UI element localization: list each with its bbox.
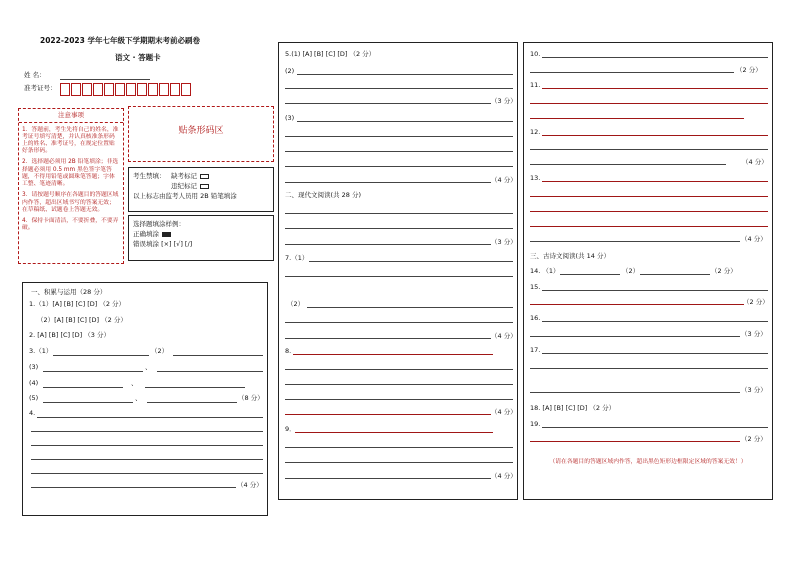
q8-line-1[interactable] (293, 354, 493, 355)
cheat-checkbox[interactable] (200, 184, 209, 189)
q16-label: 16. (530, 314, 541, 322)
q12-label: 12. (530, 128, 541, 136)
q15-label: 15. (530, 283, 541, 291)
q12-score: （4 分） (742, 158, 768, 166)
q10-score: （2 分） (736, 66, 762, 74)
q12-line-3[interactable] (530, 164, 726, 165)
q5-3-line-2[interactable] (285, 136, 513, 137)
q19-label: 19. (530, 420, 541, 428)
q7-score: （4 分） (491, 332, 517, 340)
q13-label: 13. (530, 174, 541, 182)
q17-line-3[interactable] (530, 392, 740, 393)
id-boxes[interactable] (60, 83, 190, 96)
footer-note: （请在各题目的答题区域内作答，超出黑色矩形边框限定区域的答案无效！） (549, 459, 747, 465)
q6-line-3[interactable] (285, 244, 491, 245)
q3-1-label: 3.（1） (29, 347, 53, 355)
q8-label: 8. (285, 347, 292, 355)
q2-options[interactable]: 2. [A] [B] [C] [D] （3 分） (29, 331, 110, 339)
q3-3-line-b[interactable] (157, 371, 263, 372)
answer-column-1 (22, 282, 268, 516)
name-label: 姓 名： (24, 71, 46, 79)
q8-line-2[interactable] (285, 369, 513, 370)
q13-line-5[interactable] (530, 241, 740, 242)
q14-1-line[interactable] (560, 274, 620, 275)
q8-score: （4 分） (491, 408, 517, 416)
q12-line-2[interactable] (530, 149, 768, 150)
q3-2-line[interactable] (173, 355, 263, 356)
q5-3-score: （4 分） (491, 176, 517, 184)
q5-3-label: (3) (285, 114, 295, 122)
q4-line-2[interactable] (31, 431, 263, 432)
id-label: 准考证号： (24, 84, 57, 92)
q9-line-1[interactable] (295, 432, 493, 433)
q5-options[interactable]: 5.(1) [A] [B] [C] [D] （2 分） (285, 50, 376, 58)
status-note: 以上标志由监考人员用 2B 铅笔填涂 (133, 192, 237, 200)
q15-score: （2 分） (743, 298, 769, 306)
id-digit-box[interactable] (126, 83, 136, 96)
id-digit-box[interactable] (104, 83, 114, 96)
q6-score: （3 分） (491, 238, 517, 246)
q17-line-2[interactable] (530, 368, 768, 369)
q14-label: 14. （1） (530, 267, 560, 275)
status-label: 考生禁填： (133, 172, 166, 180)
q3-5-line-a[interactable] (43, 402, 133, 403)
q17-score: （3 分） (741, 386, 767, 394)
q4-line-3[interactable] (31, 445, 263, 446)
q4-label: 4. (29, 409, 36, 417)
notice-item-3: 3．请按题号顺序在各题目的答题区域内作答，超出区域书写的答案无效；在草稿纸、试题卷上答题无效。 (22, 192, 119, 213)
q16-line-2[interactable] (530, 336, 740, 337)
q18-options[interactable]: 18. [A] [B] [C] [D] （2 分） (530, 404, 616, 412)
barcode-area (128, 106, 274, 162)
q11-line-2[interactable] (530, 103, 768, 104)
name-field[interactable] (60, 79, 150, 80)
q11-line-3[interactable] (530, 118, 744, 119)
notice-box (18, 108, 124, 264)
notice-item-4: 4．保持卡面清洁，不要折叠，不要弄破。 (22, 218, 119, 232)
q13-line-3[interactable] (530, 211, 768, 212)
q13-line-1[interactable] (542, 181, 768, 182)
q14-2-line[interactable] (640, 274, 710, 275)
q11-line-1[interactable] (542, 88, 768, 89)
q19-line-1[interactable] (542, 427, 768, 428)
q15-line-2[interactable] (530, 304, 744, 305)
absent-checkbox[interactable] (200, 174, 209, 179)
id-digit-box[interactable] (71, 83, 81, 96)
q11-label: 11. (530, 81, 541, 89)
notice-title: 注意事项 (19, 109, 123, 123)
id-digit-box[interactable] (60, 83, 70, 96)
q4-line-5[interactable] (31, 473, 263, 474)
q9-line-3[interactable] (285, 462, 513, 463)
notice-item-1: 1．答题前，考生先将自己的姓名，准考证号填写清楚，并认真核准条形码上的姓名、准考证号，在规定位置贴好条形码。 (22, 126, 119, 155)
q17-label: 17. (530, 346, 541, 354)
q8-line-4[interactable] (285, 399, 513, 400)
q13-line-2[interactable] (530, 196, 768, 197)
page-title: 2022-2023 学年七年级下学期期末考前必刷卷 (40, 36, 200, 45)
q10-line-2[interactable] (530, 72, 734, 73)
q4-score: （4 分） (237, 481, 263, 489)
sample-filled-mark (162, 232, 171, 237)
section1-title: 一、积累与运用（28 分） (31, 288, 107, 296)
q1-1-options[interactable]: 1.（1）[A] [B] [C] [D] （2 分） (29, 300, 126, 308)
q8-line-5[interactable] (285, 414, 491, 415)
id-digit-box[interactable] (159, 83, 169, 96)
q12-line-1[interactable] (542, 135, 768, 136)
q5-3-line-5[interactable] (285, 182, 491, 183)
q9-line-4[interactable] (285, 478, 491, 479)
q10-line-1[interactable] (542, 57, 768, 58)
q3-5-sep: 、 (135, 394, 142, 402)
barcode-label: 贴条形码区 (178, 126, 224, 136)
sample-title: 选择题填涂样例： (133, 220, 185, 228)
sample-wrong: 错误填涂 [×] [√] [/] (133, 240, 193, 248)
q3-3-line-a[interactable] (43, 371, 143, 372)
answer-column-2 (278, 42, 518, 500)
q7-2-label: （2） (287, 300, 305, 308)
q3-3-label: (3) (29, 363, 39, 371)
q4-line-6[interactable] (31, 487, 236, 488)
q6-line-1[interactable] (285, 213, 513, 214)
q5-2-label: (2) (285, 67, 295, 75)
q3-4-label: (4) (29, 379, 39, 387)
q17-line-1[interactable] (542, 353, 768, 354)
id-digit-box[interactable] (148, 83, 158, 96)
status-box (128, 167, 274, 212)
q16-score: （3 分） (741, 330, 767, 338)
q1-2-options[interactable]: （2）[A] [B] [C] [D] （2 分） (37, 316, 127, 324)
q5-2-score: （3 分） (491, 97, 517, 105)
q3-3-sep: 、 (145, 363, 152, 371)
q5-2-line-1[interactable] (297, 74, 513, 75)
answer-column-3 (523, 42, 773, 500)
q15-line-1[interactable] (542, 290, 768, 291)
id-digit-box[interactable] (170, 83, 180, 96)
section2-title: 二、现代文阅读(共 28 分) (285, 191, 361, 199)
q10-label: 10. (530, 50, 541, 58)
q5-3-line-4[interactable] (285, 166, 513, 167)
id-digit-box[interactable] (82, 83, 92, 96)
q9-score: （4 分） (491, 472, 517, 480)
q4-line-4[interactable] (31, 459, 263, 460)
q9-label: 9． (285, 425, 296, 433)
q7-2-line-2[interactable] (285, 322, 513, 323)
q14-2-label: （2） (622, 267, 640, 275)
q8-line-3[interactable] (285, 384, 513, 385)
id-digit-box[interactable] (93, 83, 103, 96)
id-digit-box[interactable] (115, 83, 125, 96)
cheat-label: 违纪标记 (171, 182, 197, 190)
id-digit-box[interactable] (137, 83, 147, 96)
q6-line-2[interactable] (285, 228, 513, 229)
q4-line-1[interactable] (37, 417, 263, 418)
q7-1-line-2[interactable] (285, 276, 513, 277)
q3-4-sep: 、 (131, 379, 138, 387)
q5-3-line-1[interactable] (297, 121, 513, 122)
q16-line-1[interactable] (542, 321, 768, 322)
q3-4-line-a[interactable] (43, 387, 123, 388)
q3-4-line-b[interactable] (145, 387, 245, 388)
q5-3-line-3[interactable] (285, 151, 513, 152)
sample-box (128, 215, 274, 261)
page-subtitle: 语文 · 答题卡 (115, 53, 161, 62)
q13-line-4[interactable] (530, 226, 768, 227)
q3-5-label: (5) (29, 394, 39, 402)
q14-score: （2 分） (711, 267, 737, 275)
q19-score: （2 分） (741, 435, 767, 443)
q7-2-line-3[interactable] (285, 338, 491, 339)
id-digit-box[interactable] (181, 83, 191, 96)
q7-1-line-1[interactable] (309, 261, 513, 262)
q5-2-line-3[interactable] (285, 103, 491, 104)
q7-label: 7.（1） (285, 254, 309, 262)
notice-item-2: 2．选择题必须用 2B 铅笔填涂；非选择题必须用 0.5 mm 黑色签字笔答题，不得用铅笔或圆珠笔答题；字体工整、笔迹清晰。 (22, 159, 119, 188)
section3-title: 三、古诗文阅读(共 14 分） (530, 252, 610, 260)
q7-2-line-1[interactable] (307, 307, 513, 308)
sample-correct-label: 正确填涂 (133, 230, 159, 238)
q3-5-score: （8 分） (238, 394, 264, 402)
absent-label: 缺考标记 (171, 172, 197, 180)
q19-line-2[interactable] (530, 441, 740, 442)
q13-score: （4 分） (741, 235, 767, 243)
q3-1-line[interactable] (53, 355, 149, 356)
q5-2-line-2[interactable] (285, 88, 513, 89)
q3-5-line-b[interactable] (147, 402, 237, 403)
q9-line-2[interactable] (285, 447, 513, 448)
q3-2-label: （2） (151, 347, 169, 355)
